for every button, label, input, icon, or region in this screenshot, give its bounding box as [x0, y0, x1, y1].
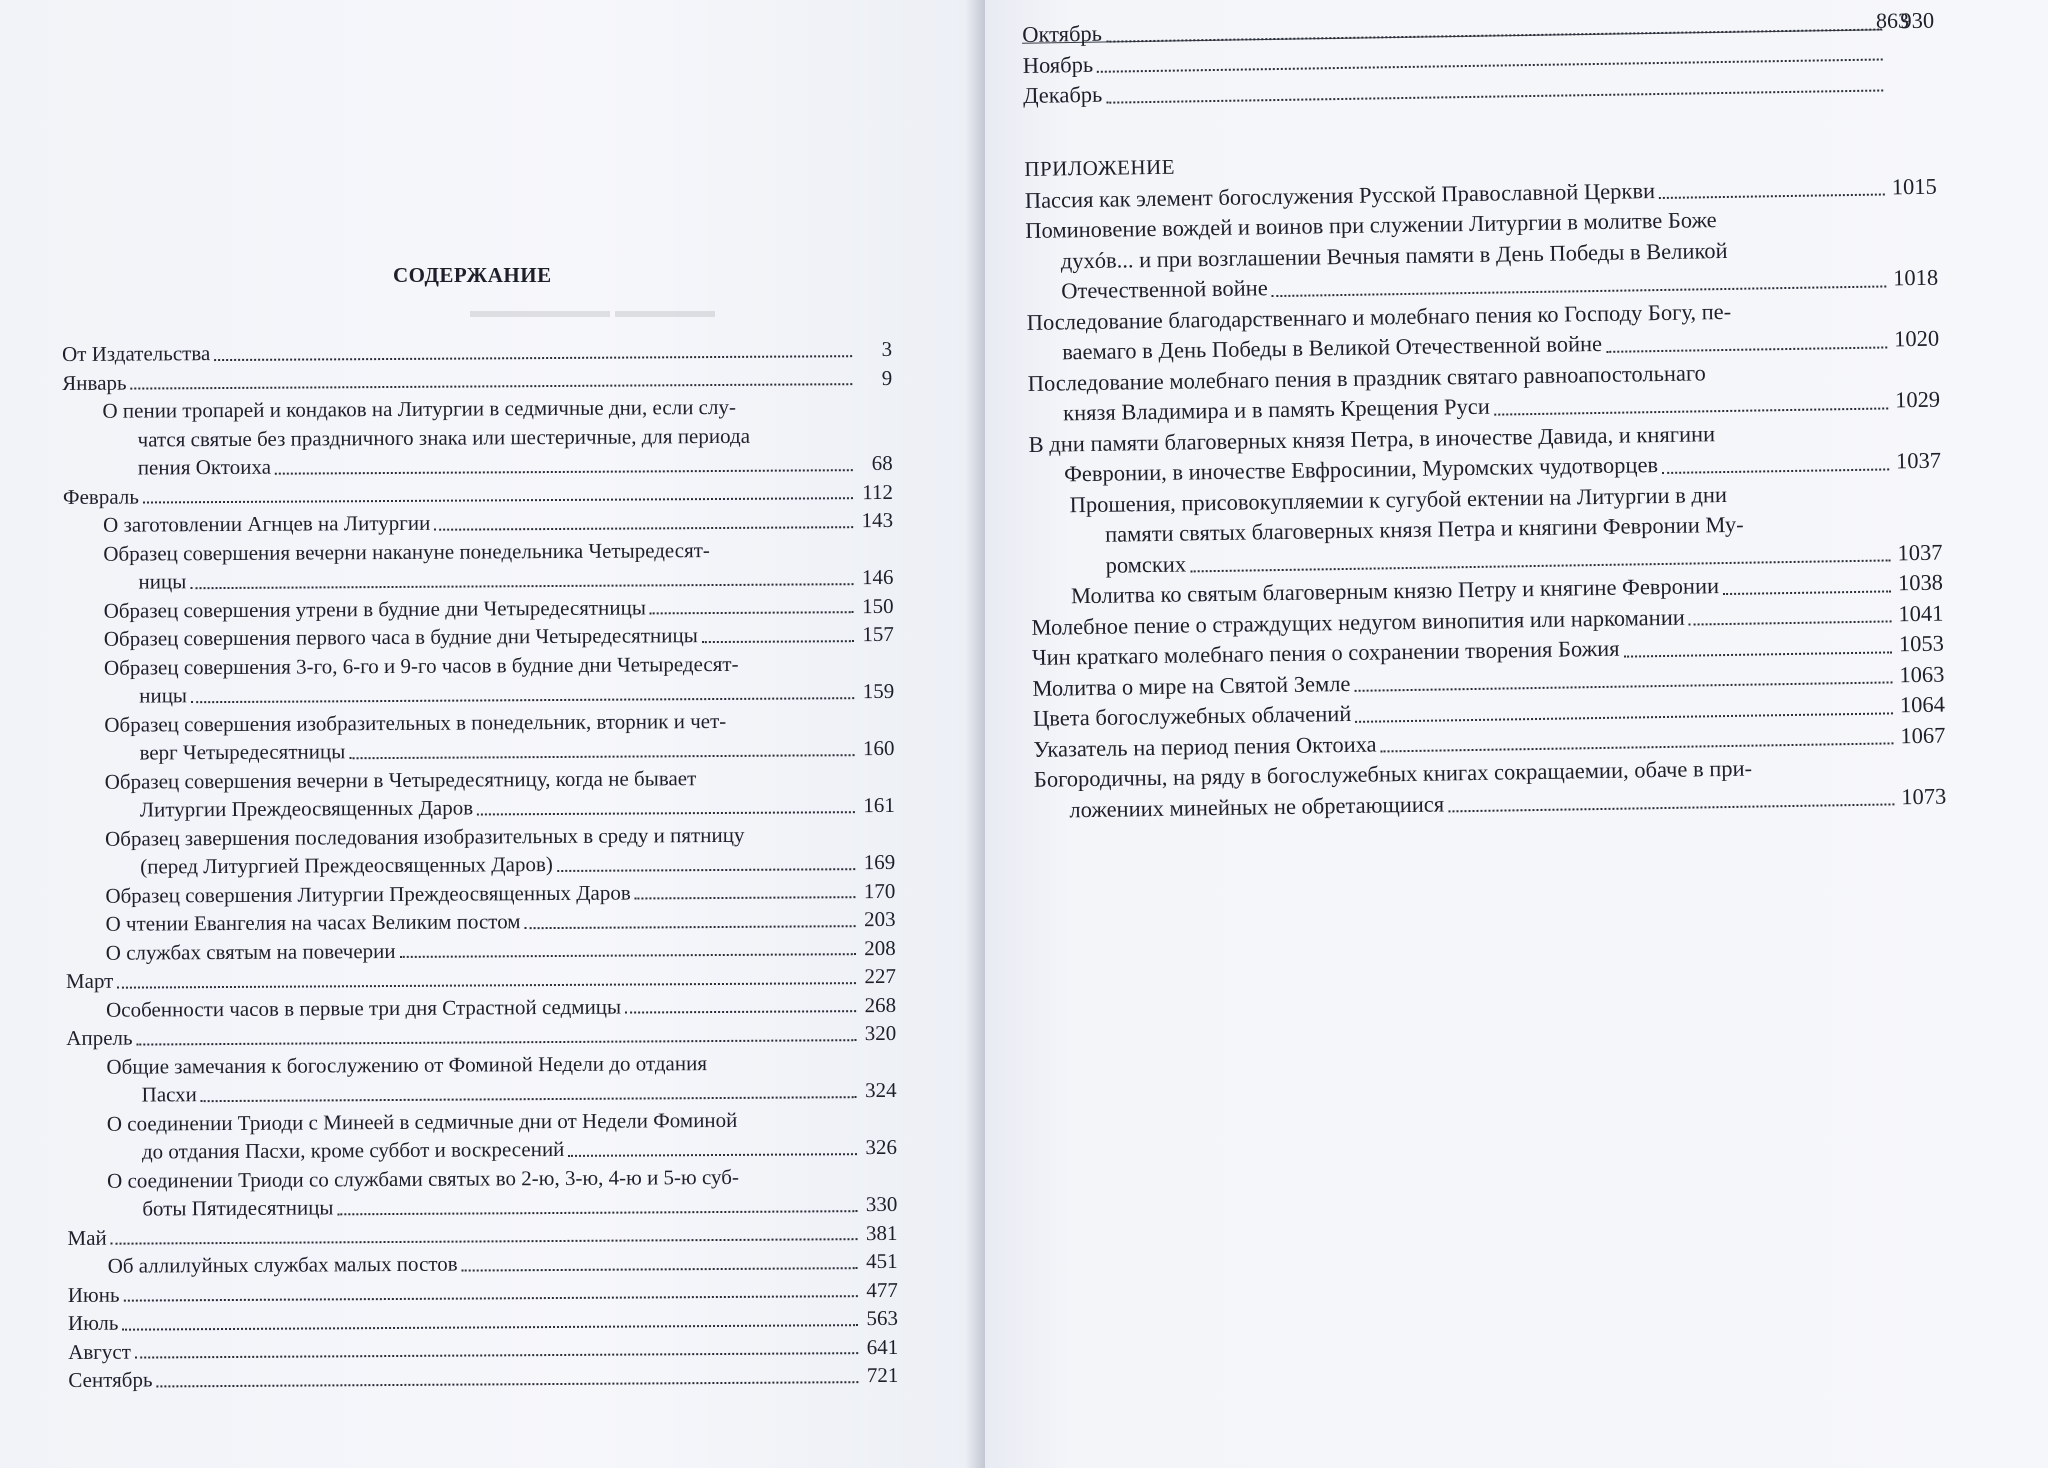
page-number: 1037 — [1897, 539, 1943, 565]
entry-line: Май — [67, 1225, 107, 1250]
dot-leader — [157, 1380, 859, 1387]
dot-leader — [1662, 467, 1889, 474]
dot-leader — [190, 582, 853, 589]
toc-entry — [65, 819, 895, 881]
page-number: 169 — [863, 849, 896, 875]
entry-line: Ноябрь — [1022, 51, 1094, 78]
entry-line: Последование благодарственнаго и молебнаго пения ко Господу Богу, пе- — [1026, 298, 1732, 335]
page-number: 1015 — [1891, 173, 1937, 199]
page-number: 159 — [862, 678, 895, 704]
dot-leader — [135, 1351, 858, 1358]
entry-line: Поминовение вождей и воинов при служении Литургии в молитве Боже — [1025, 207, 1717, 243]
entry-line: Молитва о мире на Святой Земле — [1032, 670, 1351, 701]
dot-leader — [137, 1038, 857, 1045]
dot-leader — [143, 496, 853, 503]
page-number: 150 — [862, 593, 894, 618]
entry-line: Общие замечания к богослужению от Фоминой Недели до отдания — [106, 1050, 708, 1079]
entry-line: О чтении Евангелия на часах Великим постом — [105, 909, 521, 936]
entry-line: Отечественной войне — [1061, 275, 1268, 304]
page-number: 268 — [864, 992, 897, 1017]
dot-leader — [214, 354, 852, 361]
left-page — [0, 0, 985, 1468]
page-number: 1020 — [1893, 325, 1940, 352]
bleed-through-text: ▬▬▬▬▬▬▬ ▬▬▬▬▬ — [470, 300, 715, 322]
dot-leader — [201, 1095, 857, 1102]
dot-leader — [462, 1266, 858, 1271]
dot-leader — [1355, 680, 1893, 691]
entry-line: Прошения, присовокупляемии к сугубой ектении на Литургии в дни — [1069, 481, 1728, 517]
dot-leader — [1106, 88, 1883, 103]
entry-line: Образец совершения 3-го, 6-го и 9-го часов в будние дни Четыредесят- — [103, 651, 739, 680]
page-number: 1053 — [1898, 630, 1945, 657]
dot-leader — [525, 924, 856, 929]
page-number — [1887, 89, 1935, 90]
dot-leader — [400, 952, 856, 958]
dot-leader — [557, 867, 855, 872]
toc-entry — [64, 705, 894, 767]
entry-line: Образец совершения Литургии Преждеосвященных Даров — [105, 880, 631, 908]
entry-line: пения Октоиха — [137, 454, 272, 480]
page-number: 161 — [863, 792, 895, 818]
dot-leader — [349, 753, 854, 759]
dot-leader — [635, 895, 856, 899]
toc-entry — [67, 1104, 897, 1166]
entry-line: Пасхи — [141, 1082, 197, 1107]
page-number: 1067 — [1900, 722, 1946, 748]
dot-leader — [1659, 192, 1885, 199]
entry-line: О службах святым на повечерии — [105, 938, 396, 965]
entry-line: Июль — [67, 1310, 119, 1335]
entry-line: Молитва ко святым благоверным князю Петру и княгине Февронии — [1070, 573, 1720, 609]
entry-line: Образец совершения изобразительных в понедельник, вторник и чет- — [104, 708, 727, 737]
page-number: 1064 — [1899, 691, 1946, 718]
page-number: 227 — [864, 963, 896, 989]
dot-leader — [1606, 345, 1887, 352]
page-number: 1041 — [1898, 600, 1944, 626]
dot-leader — [1494, 406, 1888, 415]
page-number: 563 — [866, 1305, 899, 1331]
page-number: 112 — [862, 479, 894, 504]
page-number: 1073 — [1901, 783, 1947, 809]
page-number — [1887, 58, 1935, 59]
dot-leader — [625, 1009, 856, 1013]
entry-line: ваемаго в День Победы в Великой Отечественной войне — [1062, 330, 1603, 365]
page-number: 326 — [865, 1134, 898, 1160]
toc-entry — [64, 648, 894, 710]
entry-line: Август — [68, 1339, 131, 1364]
toc-entry — [68, 1361, 898, 1395]
page-number: 477 — [866, 1277, 898, 1302]
page-number: 157 — [862, 621, 894, 647]
right-toc-list — [1022, 6, 1947, 826]
entry-line: Образец завершения последования изобразительных в среду и пятницу — [104, 822, 745, 851]
page-number: 1038 — [1897, 569, 1944, 596]
page-number: 1037 — [1895, 447, 1942, 474]
dot-leader — [702, 639, 854, 643]
toc-title: СОДЕРЖАНИЕ — [393, 263, 552, 287]
page-number: 451 — [866, 1248, 898, 1274]
entry-line: Пассия как элемент богослужения Русской Православной Церкви — [1024, 177, 1656, 213]
dot-leader — [124, 1294, 858, 1301]
entry-line: Образец совершения вечерни накануне понедельника Четыредесят- — [103, 537, 710, 566]
dot-leader — [650, 610, 854, 614]
entry-line: духóв... и при возглашении Вечныя памяти в День Победы в Великой — [1060, 237, 1728, 273]
entry-line: Особенности часов в первые три дня Страстной седмицы — [106, 994, 622, 1022]
entry-line: ницы — [138, 569, 187, 594]
entry-line: Сентябрь — [68, 1367, 153, 1392]
appendix-title: ПРИЛОЖЕНИЕ — [1024, 154, 1176, 181]
entry-line: Декабрь — [1022, 81, 1103, 108]
page-number: 1063 — [1899, 661, 1945, 687]
entry-line: Февронии, в иночестве Евфросинии, Муромских чудотворцев — [1063, 452, 1659, 487]
entry-line: верг Четыредесятницы — [139, 739, 346, 765]
dot-leader — [477, 810, 855, 815]
entry-line: князя Владимира и в память Крещения Руси — [1062, 393, 1491, 426]
months-list — [1022, 6, 1935, 112]
entry-line: Образец совершения утрени в будние дни Четыредесятницы — [103, 594, 646, 623]
dot-leader — [1624, 650, 1892, 657]
dot-leader — [1381, 741, 1894, 752]
entry-line: боты Пятидесятницы — [142, 1195, 334, 1221]
entry-line: В дни памяти благоверных князя Петра, в иночестве Давида, и княгини — [1028, 420, 1716, 457]
page-number: 324 — [865, 1077, 897, 1103]
entry-line: Апрель — [66, 1025, 133, 1050]
toc-entry — [1025, 202, 1938, 308]
appendix-list — [1025, 171, 1947, 826]
dot-leader — [117, 981, 856, 989]
dot-leader — [338, 1209, 858, 1215]
dot-leader — [275, 468, 853, 475]
entry-line: Цвета богослужебных облачений — [1032, 700, 1352, 731]
entry-line: О пении тропарей и кондаков на Литургии в седмичные дни, если слу- — [102, 394, 737, 423]
dot-leader — [1355, 711, 1893, 722]
dot-leader — [111, 1237, 858, 1245]
page-number: 146 — [861, 564, 894, 590]
entry-line: чатся святые без праздничного знака или шестеричные, для периода — [137, 423, 751, 452]
entry-line: Январь — [62, 370, 127, 395]
page-number: 203 — [863, 906, 896, 932]
entry-line: О соединении Триоди с Минеей в седмичные дни от Недели Фоминой — [106, 1107, 738, 1136]
dot-leader — [1689, 619, 1892, 625]
dot-leader — [131, 382, 853, 389]
entry-line: Образец совершения вечерни в Четыредесятницу, когда не бывает — [104, 765, 697, 794]
entry-line: Июнь — [67, 1282, 120, 1307]
entry-line: О заготовлении Агнцев на Литургии — [103, 510, 431, 537]
page-number: 1029 — [1894, 386, 1941, 413]
entry-line: Литургии Преждеосвященных Даров — [139, 795, 474, 822]
entry-line: (перед Литургией Преждеосвященных Даров) — [140, 852, 553, 879]
entry-line: Чин краткаго молебнаго пения о сохранении творения Божия — [1031, 635, 1620, 670]
entry-line: Указатель на период пения Октоиха — [1033, 731, 1377, 762]
toc-entry — [62, 392, 893, 483]
entry-line: Март — [65, 968, 114, 993]
page-number: 143 — [861, 507, 894, 533]
entry-line: до отдания Пасхи, кроме суббот и воскресений — [141, 1136, 565, 1164]
dot-leader — [191, 696, 854, 703]
toc-entry — [66, 1047, 896, 1109]
page-number: 641 — [866, 1334, 899, 1359]
entry-line: От Издательства — [62, 341, 211, 366]
page-number: 721 — [866, 1362, 899, 1388]
page-number: 68 — [871, 450, 893, 476]
top-page-number: 863 — [1876, 8, 1909, 33]
page-number: 3 — [881, 336, 893, 361]
entry-line: ницы — [139, 683, 188, 708]
entry-line: Февраль — [62, 484, 139, 509]
entry-line: О соединении Триоди со службами святых во 2-ю, 3-ю, 4-ю и 5-ю суб- — [107, 1164, 739, 1193]
dot-leader — [122, 1323, 858, 1330]
page-number: 208 — [864, 935, 896, 960]
entry-line: памяти святых благоверных князя Петра и княгини Февронии Му- — [1104, 511, 1744, 547]
page-number: 381 — [865, 1220, 898, 1245]
page-number: 9 — [881, 365, 893, 390]
toc-entry — [63, 534, 893, 596]
page-number: 330 — [865, 1191, 898, 1217]
left-toc-list — [62, 335, 898, 1395]
entry-line: Образец совершения первого часа в будние дни Четыредесятницы — [103, 623, 698, 651]
toc-entry — [67, 1161, 897, 1223]
dot-leader — [434, 525, 853, 531]
page-number: 1018 — [1892, 264, 1939, 291]
entry-line: Богородичны, на ряду в богослужебных книгах сокращаемии, обаче в при- — [1033, 755, 1753, 792]
dot-leader — [568, 1152, 857, 1157]
entry-line: Октябрь — [1022, 20, 1103, 47]
entry-line: Об аллилуйных службах малых постов — [107, 1251, 458, 1278]
page-number: 160 — [862, 735, 895, 761]
toc-entry — [65, 762, 895, 824]
page-number: 170 — [863, 878, 896, 903]
entry-line: ложениих минейных не обретающиися — [1069, 790, 1445, 822]
dot-leader — [1723, 589, 1891, 595]
entry-line: Молебное пение о страждущих недугом винопития или наркомании — [1031, 604, 1685, 640]
dot-leader — [1448, 802, 1894, 812]
entry-line: Последование молебнаго пения в праздник святаго равноапостольнаго — [1027, 359, 1707, 396]
page-number: 320 — [864, 1020, 897, 1046]
toc-entry — [1029, 476, 1942, 582]
page-number: 930 — [1900, 7, 1935, 34]
entry-line: ромских — [1105, 550, 1187, 578]
